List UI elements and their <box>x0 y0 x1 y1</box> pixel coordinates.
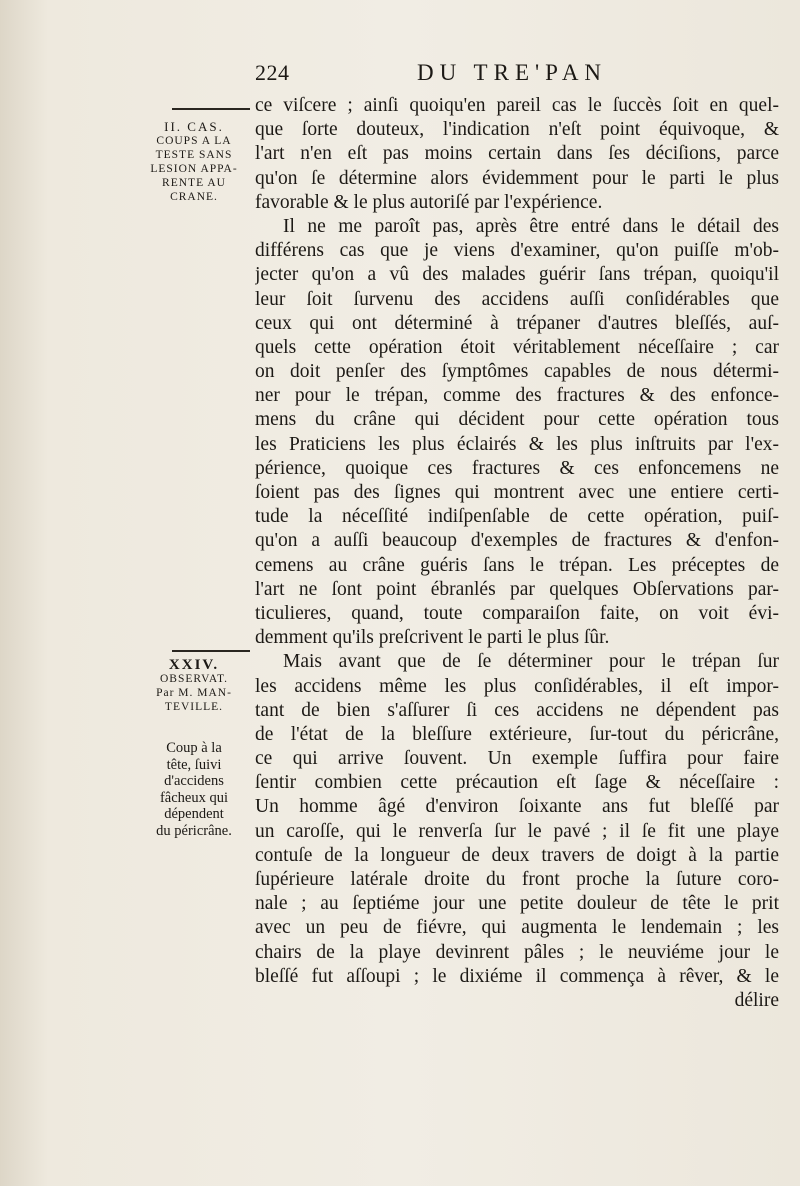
text-line: chairs de la playe devinrent pâles ; le neuviéme jour le <box>255 941 779 963</box>
text-line: Il ne me paroît pas, après être entré dans le détail des <box>283 215 779 237</box>
text-line: ner pour le trépan, comme des fractures & des enfonce- <box>255 385 779 407</box>
text-line: que ſorte douteux, l'indication n'eſt point équivoque, & <box>255 119 779 141</box>
text-line: ſentir combien cette précaution eſt ſage & néceſſaire : <box>255 772 779 794</box>
text-line: contuſe de la longueur de deux travers de doigt à la partie <box>255 844 779 866</box>
text-line: périence, quoique ces fractures & ces enfoncemens ne <box>255 457 779 479</box>
margin-line: du péricrâne. <box>156 822 232 839</box>
text-line: ceux qui ont déterminé à trépaner d'autres bleſſés, auſ- <box>255 312 779 334</box>
margin-line: CRANE. <box>170 191 218 203</box>
margin-note-observation <box>140 658 248 714</box>
text-line: jecter qu'on a vû des malades guérir ſans trépan, quoiqu'il <box>255 264 779 286</box>
text-line: leur ſoit ſurvenu des accidens auſſi conſidérables que <box>255 288 779 310</box>
body-text <box>255 94 779 1013</box>
text-line: ce viſcere ; ainſi quoiqu'en pareil cas le ſuccès ſoit en quel- <box>255 95 779 116</box>
page-header <box>255 60 725 90</box>
text-line: qu'on a auſſi beaucoup d'exemples de fractures & d'enfon- <box>255 530 779 552</box>
margin-rule <box>172 108 250 110</box>
observation-heading: XXIV. <box>168 657 220 673</box>
page-number: 224 <box>255 60 290 85</box>
running-head: DU TRE'PAN <box>417 60 608 85</box>
margin-rule <box>172 650 250 652</box>
text-line: Mais avant que de ſe déterminer pour le trépan ſur <box>283 651 779 673</box>
text-line: qu'on ſe détermine alors évidemment pour le parti le plus <box>255 167 779 189</box>
text-line: ſoient pas des ſignes qui montrent avec une entiere certi- <box>255 482 779 503</box>
margin-line: OBSERVAT. <box>159 673 229 685</box>
catchword: délire <box>734 989 779 1011</box>
text-line: les Praticiens les plus éclairés & les plus inſtruits par l'ex- <box>255 433 779 455</box>
text-line: différens cas que je viens d'examiner, qu'on puiſſe m'ob- <box>255 240 779 262</box>
text-line: Un homme âgé d'environ ſoixante ans fut bleſſé par <box>255 796 779 818</box>
margin-line: TEVILLE. <box>164 701 224 713</box>
case-heading: II. CAS. <box>164 119 224 134</box>
margin-note-summary <box>140 740 248 839</box>
text-line: ce qui arrive ſouvent. Un exemple ſuffira pour faire <box>255 748 779 770</box>
text-line: demment qu'ils preſcrivent le parti le plus ſûr. <box>255 627 610 649</box>
margin-note-case <box>140 120 248 204</box>
text-line: un caroſſe, qui le renverſa ſur le pavé ; il ſe fit une playe <box>255 820 779 842</box>
margin-line: tête, ſuivi <box>166 756 222 773</box>
text-line: l'art ne ſont point ébranlés par quelques Obſervations par- <box>255 578 779 600</box>
text-line: favorable & le plus autoriſé par l'expérience. <box>255 191 603 213</box>
margin-line: fâcheux qui <box>159 789 229 806</box>
text-line: tant de bien s'aſſurer ſi ces accidens ne dépendent pas <box>255 699 779 721</box>
text-line: mens du crâne qui décident pour cette opération tous <box>255 409 779 431</box>
text-line: cemens au crâne guéris ſans le trépan. Les préceptes de <box>255 554 779 576</box>
text-line: avec un peu de fiévre, qui augmenta le lendemain ; les <box>255 917 779 939</box>
text-line: de l'état de la bleſſure extérieure, ſur-tout du péricrâne, <box>255 723 779 745</box>
text-line: on doit penſer des ſymptômes capables de nous détermi- <box>255 361 779 383</box>
margin-line: TESTE SANS <box>155 149 233 161</box>
text-line: bleſſé fut aſſoupi ; le dixiéme il commença à rêver, & le <box>255 965 779 987</box>
margin-line: Coup à la <box>166 740 222 756</box>
text-line: les accidens même les plus conſidérables, il eſt impor- <box>255 675 779 697</box>
margin-line: dépendent <box>164 806 224 822</box>
text-line: tude la néceſſité indiſpenſable de cette opération, puiſ- <box>255 506 779 528</box>
text-line: ſupérieure latérale droite du front proche la ſuture coro- <box>255 869 779 890</box>
text-line: ticulieres, quand, toute comparaiſon faite, on voit évi- <box>255 602 779 624</box>
margin-line: Par M. MAN- <box>156 687 232 699</box>
margin-line: LESION APPA- <box>150 163 238 175</box>
text-line: l'art n'en eſt pas moins certain dans ſes déciſions, parce <box>255 143 779 165</box>
margin-line: RENTE AU <box>162 177 226 189</box>
text-line: quels cette opération étoit véritablement néceſſaire ; car <box>255 336 779 358</box>
margin-line: COUPS A LA <box>156 135 232 147</box>
margin-line: d'accidens <box>164 773 224 789</box>
text-line: nale ; au ſeptiéme jour une petite douleur de tête le prit <box>255 893 779 915</box>
